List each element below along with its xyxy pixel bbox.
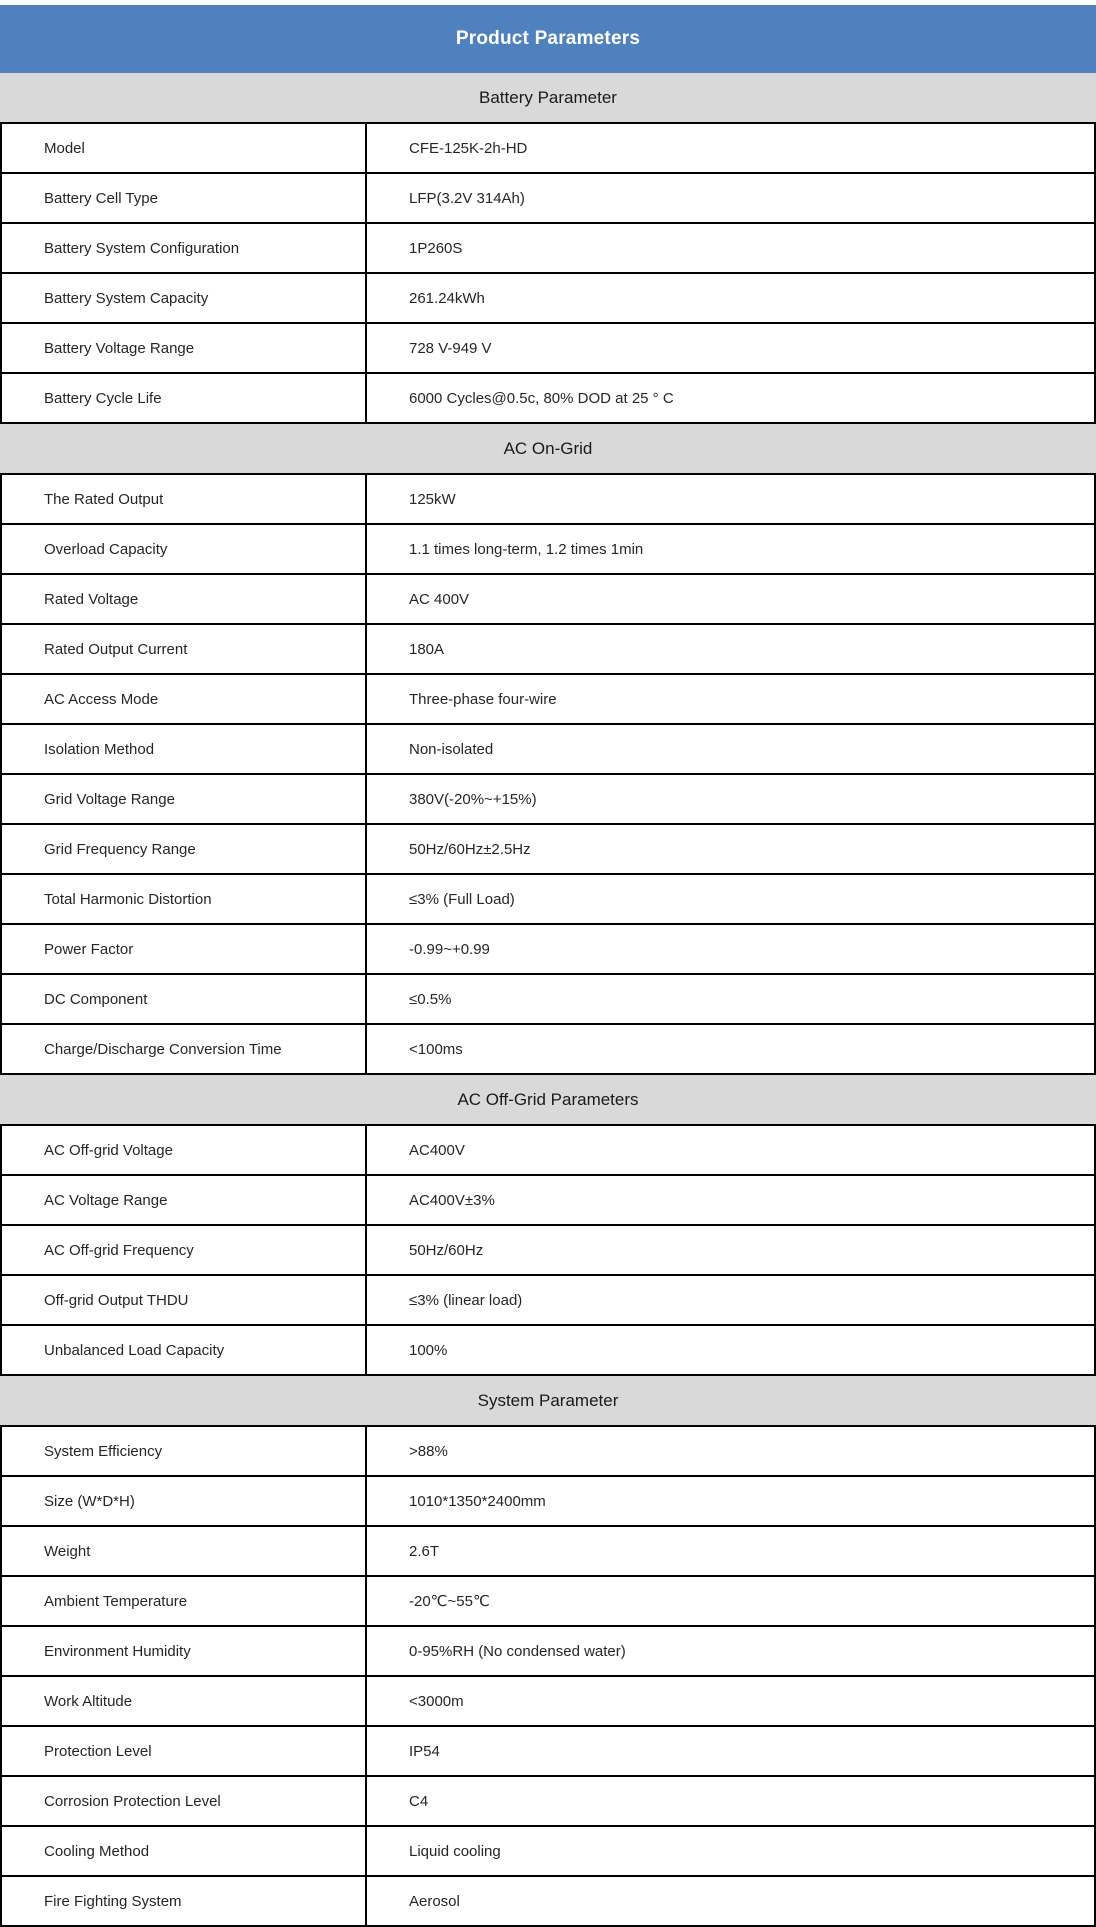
row-value: 380V(-20%~+15%) [409,790,537,808]
section-header-system-parameter: System Parameter [0,1376,1096,1425]
row-value: Aerosol [409,1892,460,1910]
row-label: Grid Voltage Range [2,775,367,823]
table-row [2,1725,1094,1775]
table-row [2,873,1094,923]
row-label: Weight [2,1527,367,1575]
row-label: Battery System Configuration [2,224,367,272]
section-rows-ac-on-grid [0,473,1096,1075]
table-row [2,1324,1094,1374]
row-label: Charge/Discharge Conversion Time [2,1025,367,1073]
table-row [2,1575,1094,1625]
row-value: AC400V±3% [409,1191,495,1209]
table-row [2,1875,1094,1925]
table-row [2,475,1094,523]
row-value: 0-95%RH (No condensed water) [409,1642,626,1660]
row-value: C4 [409,1792,429,1810]
row-value: AC 400V [409,590,470,608]
row-value: CFE-125K-2h-HD [409,139,528,157]
row-value: >88% [409,1442,448,1460]
table-row [2,573,1094,623]
row-value: LFP(3.2V 314Ah) [409,189,525,207]
row-value: Non-isolated [409,740,494,758]
row-value: 50Hz/60Hz±2.5Hz [409,840,531,858]
table-row [2,1174,1094,1224]
row-value: 2.6T [409,1542,440,1560]
table-row [2,1126,1094,1174]
table-sections [0,73,1096,1927]
row-value: 6000 Cycles@0.5c, 80% DOD at 25 ° C [409,389,674,407]
table-row [2,124,1094,172]
row-label: Cooling Method [2,1827,367,1875]
row-value: <100ms [409,1040,463,1058]
table-row [2,1475,1094,1525]
section-rows-ac-off-grid-parameters [0,1124,1096,1376]
table-row [2,1023,1094,1073]
table-row [2,673,1094,723]
row-label: Isolation Method [2,725,367,773]
table-row [2,1775,1094,1825]
row-label: Grid Frequency Range [2,825,367,873]
table-row [2,973,1094,1023]
row-value: Liquid cooling [409,1842,501,1860]
table-row [2,773,1094,823]
table-row [2,723,1094,773]
row-label: Off-grid Output THDU [2,1276,367,1324]
table-row [2,1525,1094,1575]
table-row [2,1224,1094,1274]
row-value: ≤3% (Full Load) [409,890,515,908]
row-label: Ambient Temperature [2,1577,367,1625]
row-value: 180A [409,640,445,658]
row-label: Fire Fighting System [2,1877,367,1925]
row-label: Overload Capacity [2,525,367,573]
row-label: Environment Humidity [2,1627,367,1675]
section-header-battery-parameter: Battery Parameter [0,73,1096,122]
table-row [2,222,1094,272]
row-value: 50Hz/60Hz [409,1241,484,1259]
row-label: System Efficiency [2,1427,367,1475]
row-label: Model [2,124,367,172]
table-row [2,272,1094,322]
row-value: ≤0.5% [409,990,452,1008]
section-header-ac-on-grid: AC On-Grid [0,424,1096,473]
table-row [2,623,1094,673]
row-label: Total Harmonic Distortion [2,875,367,923]
row-label: AC Off-grid Frequency [2,1226,367,1274]
row-value: 100% [409,1341,448,1359]
row-value: ≤3% (linear load) [409,1291,523,1309]
table-row [2,1427,1094,1475]
row-value: IP54 [409,1742,440,1760]
row-label: Rated Voltage [2,575,367,623]
row-label: Unbalanced Load Capacity [2,1326,367,1374]
row-value: 1P260S [409,239,463,257]
row-value: 261.24kWh [409,289,485,307]
row-value: 728 V-949 V [409,339,492,357]
row-label: Work Altitude [2,1677,367,1725]
table-row [2,1825,1094,1875]
row-value: 125kW [409,490,456,508]
row-value: 1010*1350*2400mm [409,1492,546,1510]
row-label: Battery Voltage Range [2,324,367,372]
table-title: Product Parameters [0,5,1096,73]
section-rows-battery-parameter [0,122,1096,424]
row-value: Three-phase four-wire [409,690,557,708]
row-label: DC Component [2,975,367,1023]
table-row [2,1675,1094,1725]
table-row [2,523,1094,573]
table-row [2,1274,1094,1324]
row-label: Protection Level [2,1727,367,1775]
table-row [2,322,1094,372]
row-value: 1.1 times long-term, 1.2 times 1min [409,540,644,558]
row-label: AC Access Mode [2,675,367,723]
table-row [2,172,1094,222]
row-label: Battery Cell Type [2,174,367,222]
row-value: AC400V [409,1141,465,1159]
table-row [2,372,1094,422]
row-label: Rated Output Current [2,625,367,673]
row-label: Battery System Capacity [2,274,367,322]
table-row [2,923,1094,973]
row-value: -20℃~55℃ [409,1593,490,1610]
section-header-ac-off-grid-parameters: AC Off-Grid Parameters [0,1075,1096,1124]
row-label: The Rated Output [2,475,367,523]
table-row [2,823,1094,873]
row-label: Corrosion Protection Level [2,1777,367,1825]
row-label: AC Off-grid Voltage [2,1126,367,1174]
row-label: Power Factor [2,925,367,973]
row-label: Size (W*D*H) [2,1477,367,1525]
row-value: <3000m [409,1692,464,1710]
row-label: AC Voltage Range [2,1176,367,1224]
table-row [2,1625,1094,1675]
section-rows-system-parameter [0,1425,1096,1927]
row-label: Battery Cycle Life [2,374,367,422]
row-value: -0.99~+0.99 [409,940,490,958]
